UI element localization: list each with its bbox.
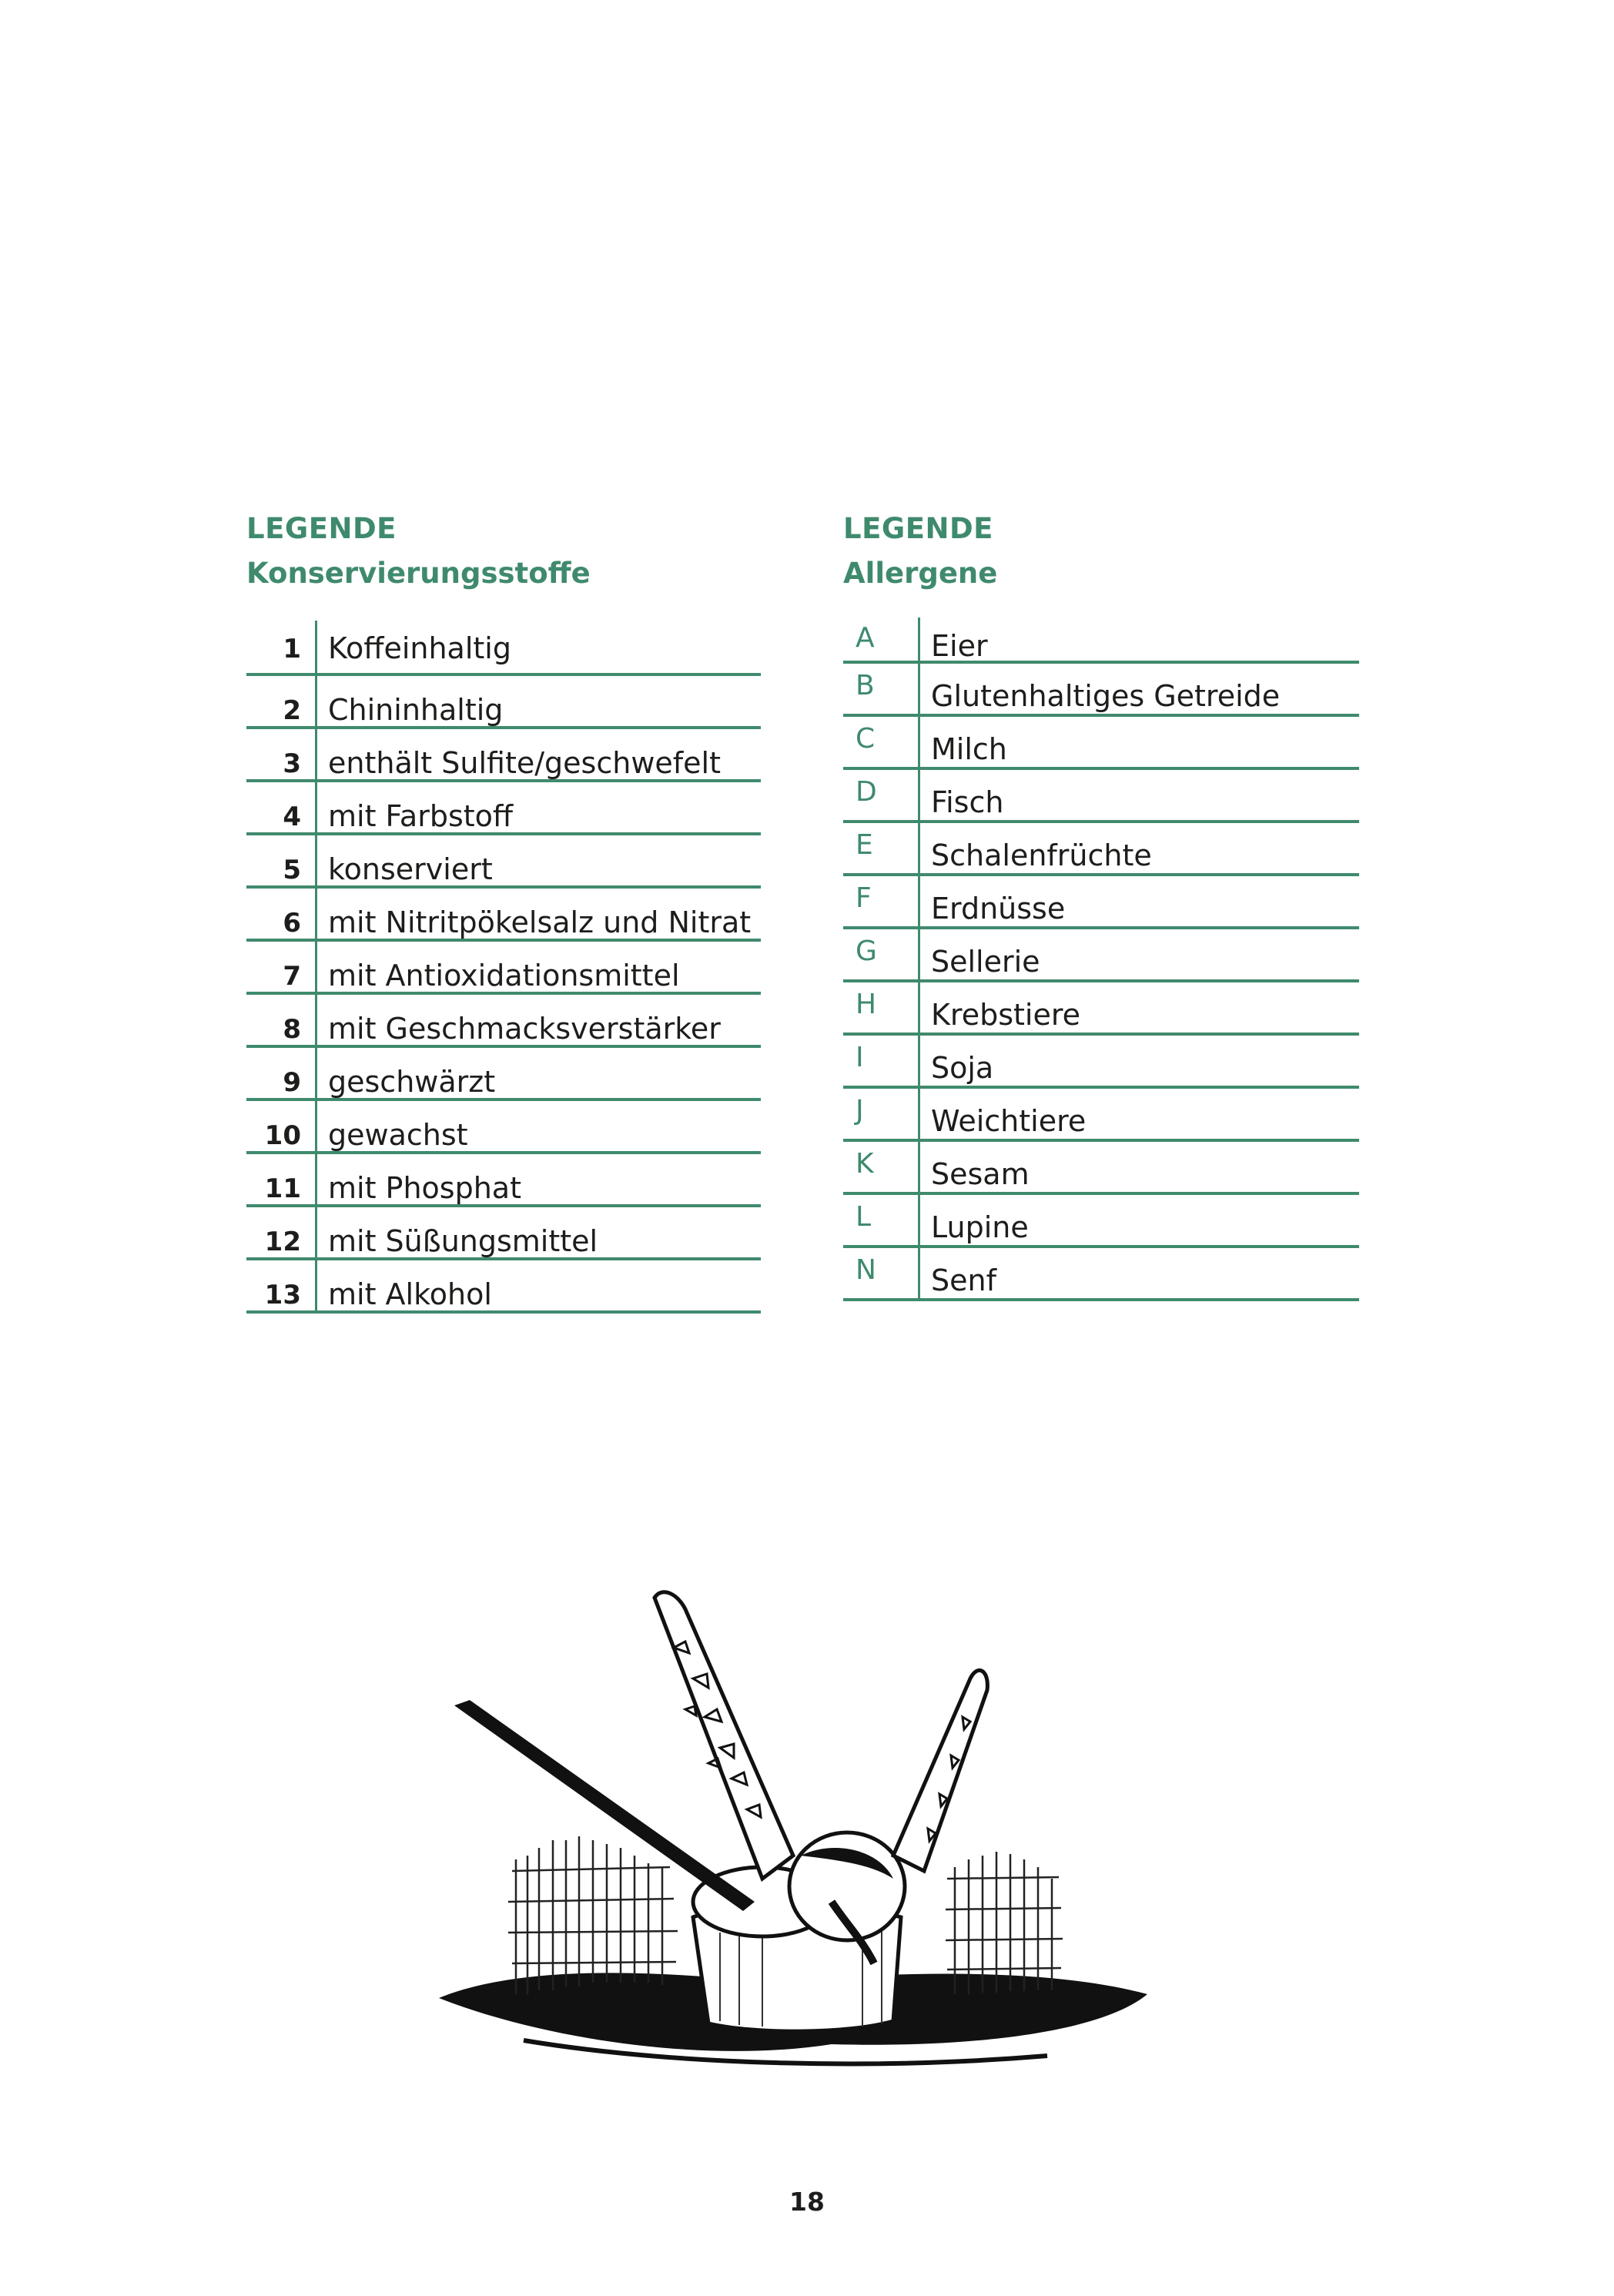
legend-label: Eier xyxy=(931,629,988,663)
legend-label: Soja xyxy=(931,1051,994,1085)
legend-code: 5 xyxy=(246,835,317,885)
legend-row xyxy=(843,717,1359,770)
legend-label: mit Süßungsmittel xyxy=(328,1224,598,1258)
legend-code: 13 xyxy=(246,1260,317,1310)
legend-label: Lupine xyxy=(931,1210,1029,1244)
legend-row xyxy=(246,1207,761,1260)
legend-row xyxy=(843,982,1359,1036)
legend-label: gewachst xyxy=(328,1118,468,1152)
legend-row xyxy=(843,770,1359,823)
legend-label: Erdnüsse xyxy=(931,892,1066,925)
legend-subtitle: Allergene xyxy=(843,557,998,590)
legend-row xyxy=(246,1154,761,1207)
legend-row xyxy=(246,835,761,889)
legend-label: mit Antioxidationsmittel xyxy=(328,959,680,992)
legend-row xyxy=(246,1101,761,1154)
legend-code: D xyxy=(843,770,920,820)
legend-row xyxy=(843,876,1359,929)
legend-label: Sesam xyxy=(931,1157,1030,1191)
ice-cream-sundae-illustration xyxy=(431,1563,1170,2102)
legend-code: 11 xyxy=(246,1154,317,1204)
legend-code: 3 xyxy=(246,729,317,779)
legend-code: 2 xyxy=(246,676,317,726)
legend-row xyxy=(246,621,761,676)
legend-code: L xyxy=(843,1195,920,1245)
legend-row xyxy=(246,889,761,942)
legend-code: N xyxy=(843,1248,920,1298)
legend-code: J xyxy=(843,1089,920,1139)
legend-label: mit Farbstoff xyxy=(328,799,514,833)
legend-code: 9 xyxy=(246,1048,317,1098)
page-number: 18 xyxy=(789,2187,825,2217)
legend-row xyxy=(246,676,761,729)
legend-row xyxy=(246,1048,761,1101)
legend-label: konserviert xyxy=(328,852,493,886)
legend-table xyxy=(246,621,761,1314)
legend-code: C xyxy=(843,717,920,767)
legend-row xyxy=(246,995,761,1048)
legend-row xyxy=(843,664,1359,717)
legend-label: Weichtiere xyxy=(931,1104,1087,1138)
legend-row xyxy=(843,1195,1359,1248)
legend-label: Milch xyxy=(931,732,1007,766)
legend-code: 7 xyxy=(246,942,317,992)
legend-label: mit Phosphat xyxy=(328,1171,521,1205)
legend-row xyxy=(843,1248,1359,1301)
legend-code: 6 xyxy=(246,889,317,939)
legend-code: F xyxy=(843,876,920,926)
legend-code: H xyxy=(843,982,920,1033)
legend-row xyxy=(246,782,761,835)
legend-title: LEGENDE xyxy=(843,512,993,545)
legend-code: 4 xyxy=(246,782,317,832)
legend-code: K xyxy=(843,1142,920,1192)
legend-row xyxy=(843,823,1359,876)
legend-code: A xyxy=(843,618,920,661)
legend-label: Fisch xyxy=(931,785,1004,819)
legend-label: Koffeinhaltig xyxy=(328,631,511,665)
legend-code: E xyxy=(843,823,920,873)
legend-row xyxy=(843,929,1359,982)
legend-label: mit Nitritpökelsalz und Nitrat xyxy=(328,905,752,939)
legend-table xyxy=(843,618,1359,1301)
legend-row xyxy=(843,1036,1359,1089)
legend-label: mit Geschmacksverstärker xyxy=(328,1012,721,1046)
legend-label: Glutenhaltiges Getreide xyxy=(931,679,1281,713)
legend-allergens xyxy=(843,507,1359,1297)
legend-code: G xyxy=(843,929,920,979)
legend-label: Chininhaltig xyxy=(328,693,504,727)
legend-code: B xyxy=(843,664,920,714)
legend-label: Schalenfrüchte xyxy=(931,838,1152,872)
legend-preservatives xyxy=(246,507,761,1311)
legend-label: Sellerie xyxy=(931,945,1040,979)
legend-code: 1 xyxy=(246,621,317,673)
legend-label: Senf xyxy=(931,1263,996,1297)
legend-code: 12 xyxy=(246,1207,317,1257)
legend-title: LEGENDE xyxy=(246,512,397,545)
legend-subtitle: Konservierungsstoffe xyxy=(246,557,591,590)
legend-row xyxy=(246,1260,761,1314)
legend-label: mit Alkohol xyxy=(328,1277,492,1311)
legend-row xyxy=(246,729,761,782)
legend-label: enthält Sulfite/geschwefelt xyxy=(328,746,721,780)
legend-code: 8 xyxy=(246,995,317,1045)
legend-label: geschwärzt xyxy=(328,1065,496,1099)
legend-row xyxy=(843,1142,1359,1195)
legend-code: 10 xyxy=(246,1101,317,1151)
legend-code: I xyxy=(843,1036,920,1086)
legend-label: Krebstiere xyxy=(931,998,1081,1032)
legend-row xyxy=(843,618,1359,664)
legend-row xyxy=(246,942,761,995)
legend-row xyxy=(843,1089,1359,1142)
